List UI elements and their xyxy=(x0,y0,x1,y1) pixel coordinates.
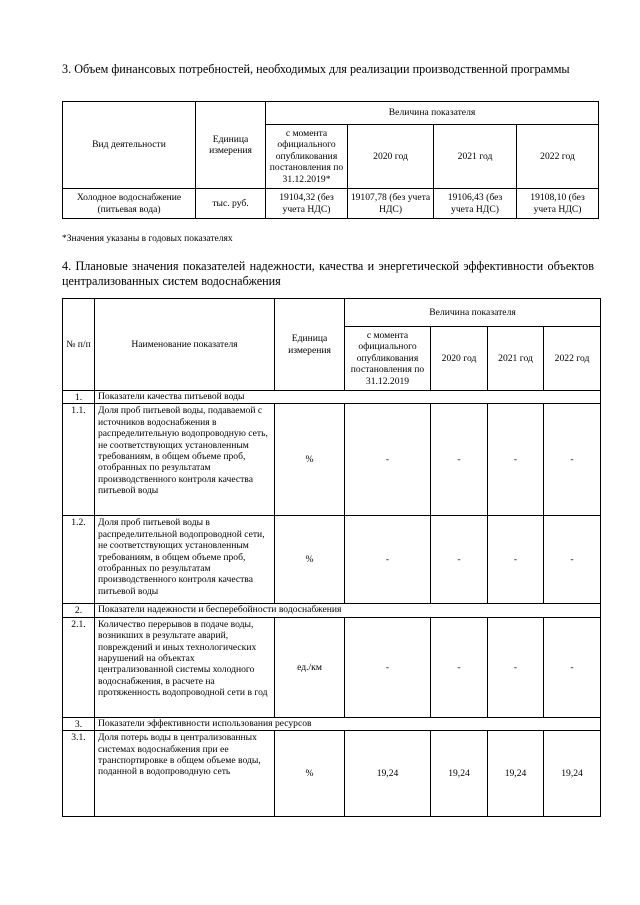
header-number: № п/п xyxy=(63,299,95,391)
header-value: Величина показателя xyxy=(345,299,601,327)
header-unit: Единица измерения xyxy=(196,102,266,189)
value-2022: - xyxy=(544,516,601,604)
group-number: 2. xyxy=(63,604,95,617)
header-value: Величина показателя xyxy=(266,102,599,125)
cell-unit: тыс. руб. xyxy=(196,189,266,219)
group-title: Показатели надежности и бесперебойности водоснабжения xyxy=(95,604,601,617)
group-number: 1. xyxy=(63,391,95,404)
header-since-publication: с момента официального опубликования постановления по 31.12.2019 xyxy=(345,327,431,391)
group-row xyxy=(63,604,601,617)
value-2022: - xyxy=(544,404,601,516)
row-number: 3.1. xyxy=(63,731,95,817)
indicator-name: Доля потерь воды в централизованных системах водоснабжения при ее транспортировке в общем объеме воды, поданной в водопроводную сеть xyxy=(95,731,275,817)
header-year-2020: 2020 год xyxy=(431,327,488,391)
group-row xyxy=(63,717,601,730)
value-2021: - xyxy=(488,404,544,516)
cell-activity: Холодное водоснабжение (питьевая вода) xyxy=(63,189,196,219)
value-2022: 19,24 xyxy=(544,731,601,817)
table-row xyxy=(63,516,601,604)
indicator-name: Количество перерывов в подаче воды, возникших в результате аварий, повреждений и иных технологических нарушений на объектах централизованной системы холодного водоснабжения, в расчете на протяженность водопроводной сети в год xyxy=(95,617,275,717)
value-2021: - xyxy=(488,617,544,717)
indicator-unit: % xyxy=(275,404,345,516)
section-4-heading: 4. Плановые значения показателей надежности, качества и энергетической эффективности объектов централизованных систем водоснабжения xyxy=(62,259,594,288)
value-since: 19,24 xyxy=(345,731,431,817)
header-year-2020: 2020 год xyxy=(348,125,434,189)
header-year-2022: 2022 год xyxy=(544,327,601,391)
table-row xyxy=(63,617,601,717)
header-since-publication: с момента официального опубликования постановления по 31.12.2019* xyxy=(266,125,348,189)
cell-since: 19104,32 (без учета НДС) xyxy=(266,189,348,219)
financial-needs-table xyxy=(62,101,599,219)
indicator-unit: % xyxy=(275,516,345,604)
cell-2020: 19107,78 (без учета НДС) xyxy=(348,189,434,219)
value-2020: - xyxy=(431,617,488,717)
value-2020: - xyxy=(431,516,488,604)
row-number: 1.1. xyxy=(63,404,95,516)
indicator-unit: ед./км xyxy=(275,617,345,717)
header-activity: Вид деятельности xyxy=(63,102,196,189)
value-2021: 19,24 xyxy=(488,731,544,817)
value-since: - xyxy=(345,516,431,604)
indicator-unit: % xyxy=(275,731,345,817)
group-row xyxy=(63,391,601,404)
value-since: - xyxy=(345,617,431,717)
cell-2022: 19108,10 (без учета НДС) xyxy=(517,189,599,219)
value-2020: 19,24 xyxy=(431,731,488,817)
section-3-heading: 3. Объем финансовых потребностей, необходимых для реализации производственной программы xyxy=(62,62,570,76)
header-year-2021: 2021 год xyxy=(488,327,544,391)
value-2020: - xyxy=(431,404,488,516)
value-2021: - xyxy=(488,516,544,604)
header-year-2021: 2021 год xyxy=(434,125,517,189)
table-row xyxy=(63,731,601,817)
group-title: Показатели качества питьевой воды xyxy=(95,391,601,404)
header-year-2022: 2022 год xyxy=(517,125,599,189)
indicators-table xyxy=(62,298,601,817)
group-number: 3. xyxy=(63,717,95,730)
group-title: Показатели эффективности использования ресурсов xyxy=(95,717,601,730)
footnote: *Значения указаны в годовых показателях xyxy=(62,234,233,244)
value-since: - xyxy=(345,404,431,516)
header-unit: Единица измерения xyxy=(275,299,345,391)
indicator-name: Доля проб питьевой воды в распределительной водопроводной сети, не соответствующих установленным требованиям, в общем объеме проб, отобранных по результатам производственного контроля качества питьевой воды xyxy=(95,516,275,604)
indicator-name: Доля проб питьевой воды, подаваемой с источников водоснабжения в распределительную водопроводную сеть, не соответствующих установленным требованиям, в общем объеме проб, отобранных по результатам производственного контроля качества питьевой воды xyxy=(95,404,275,516)
row-number: 1.2. xyxy=(63,516,95,604)
cell-2021: 19106,43 (без учета НДС) xyxy=(434,189,517,219)
value-2022: - xyxy=(544,617,601,717)
header-indicator-name: Наименование показателя xyxy=(95,299,275,391)
row-number: 2.1. xyxy=(63,617,95,717)
table-row xyxy=(63,404,601,516)
